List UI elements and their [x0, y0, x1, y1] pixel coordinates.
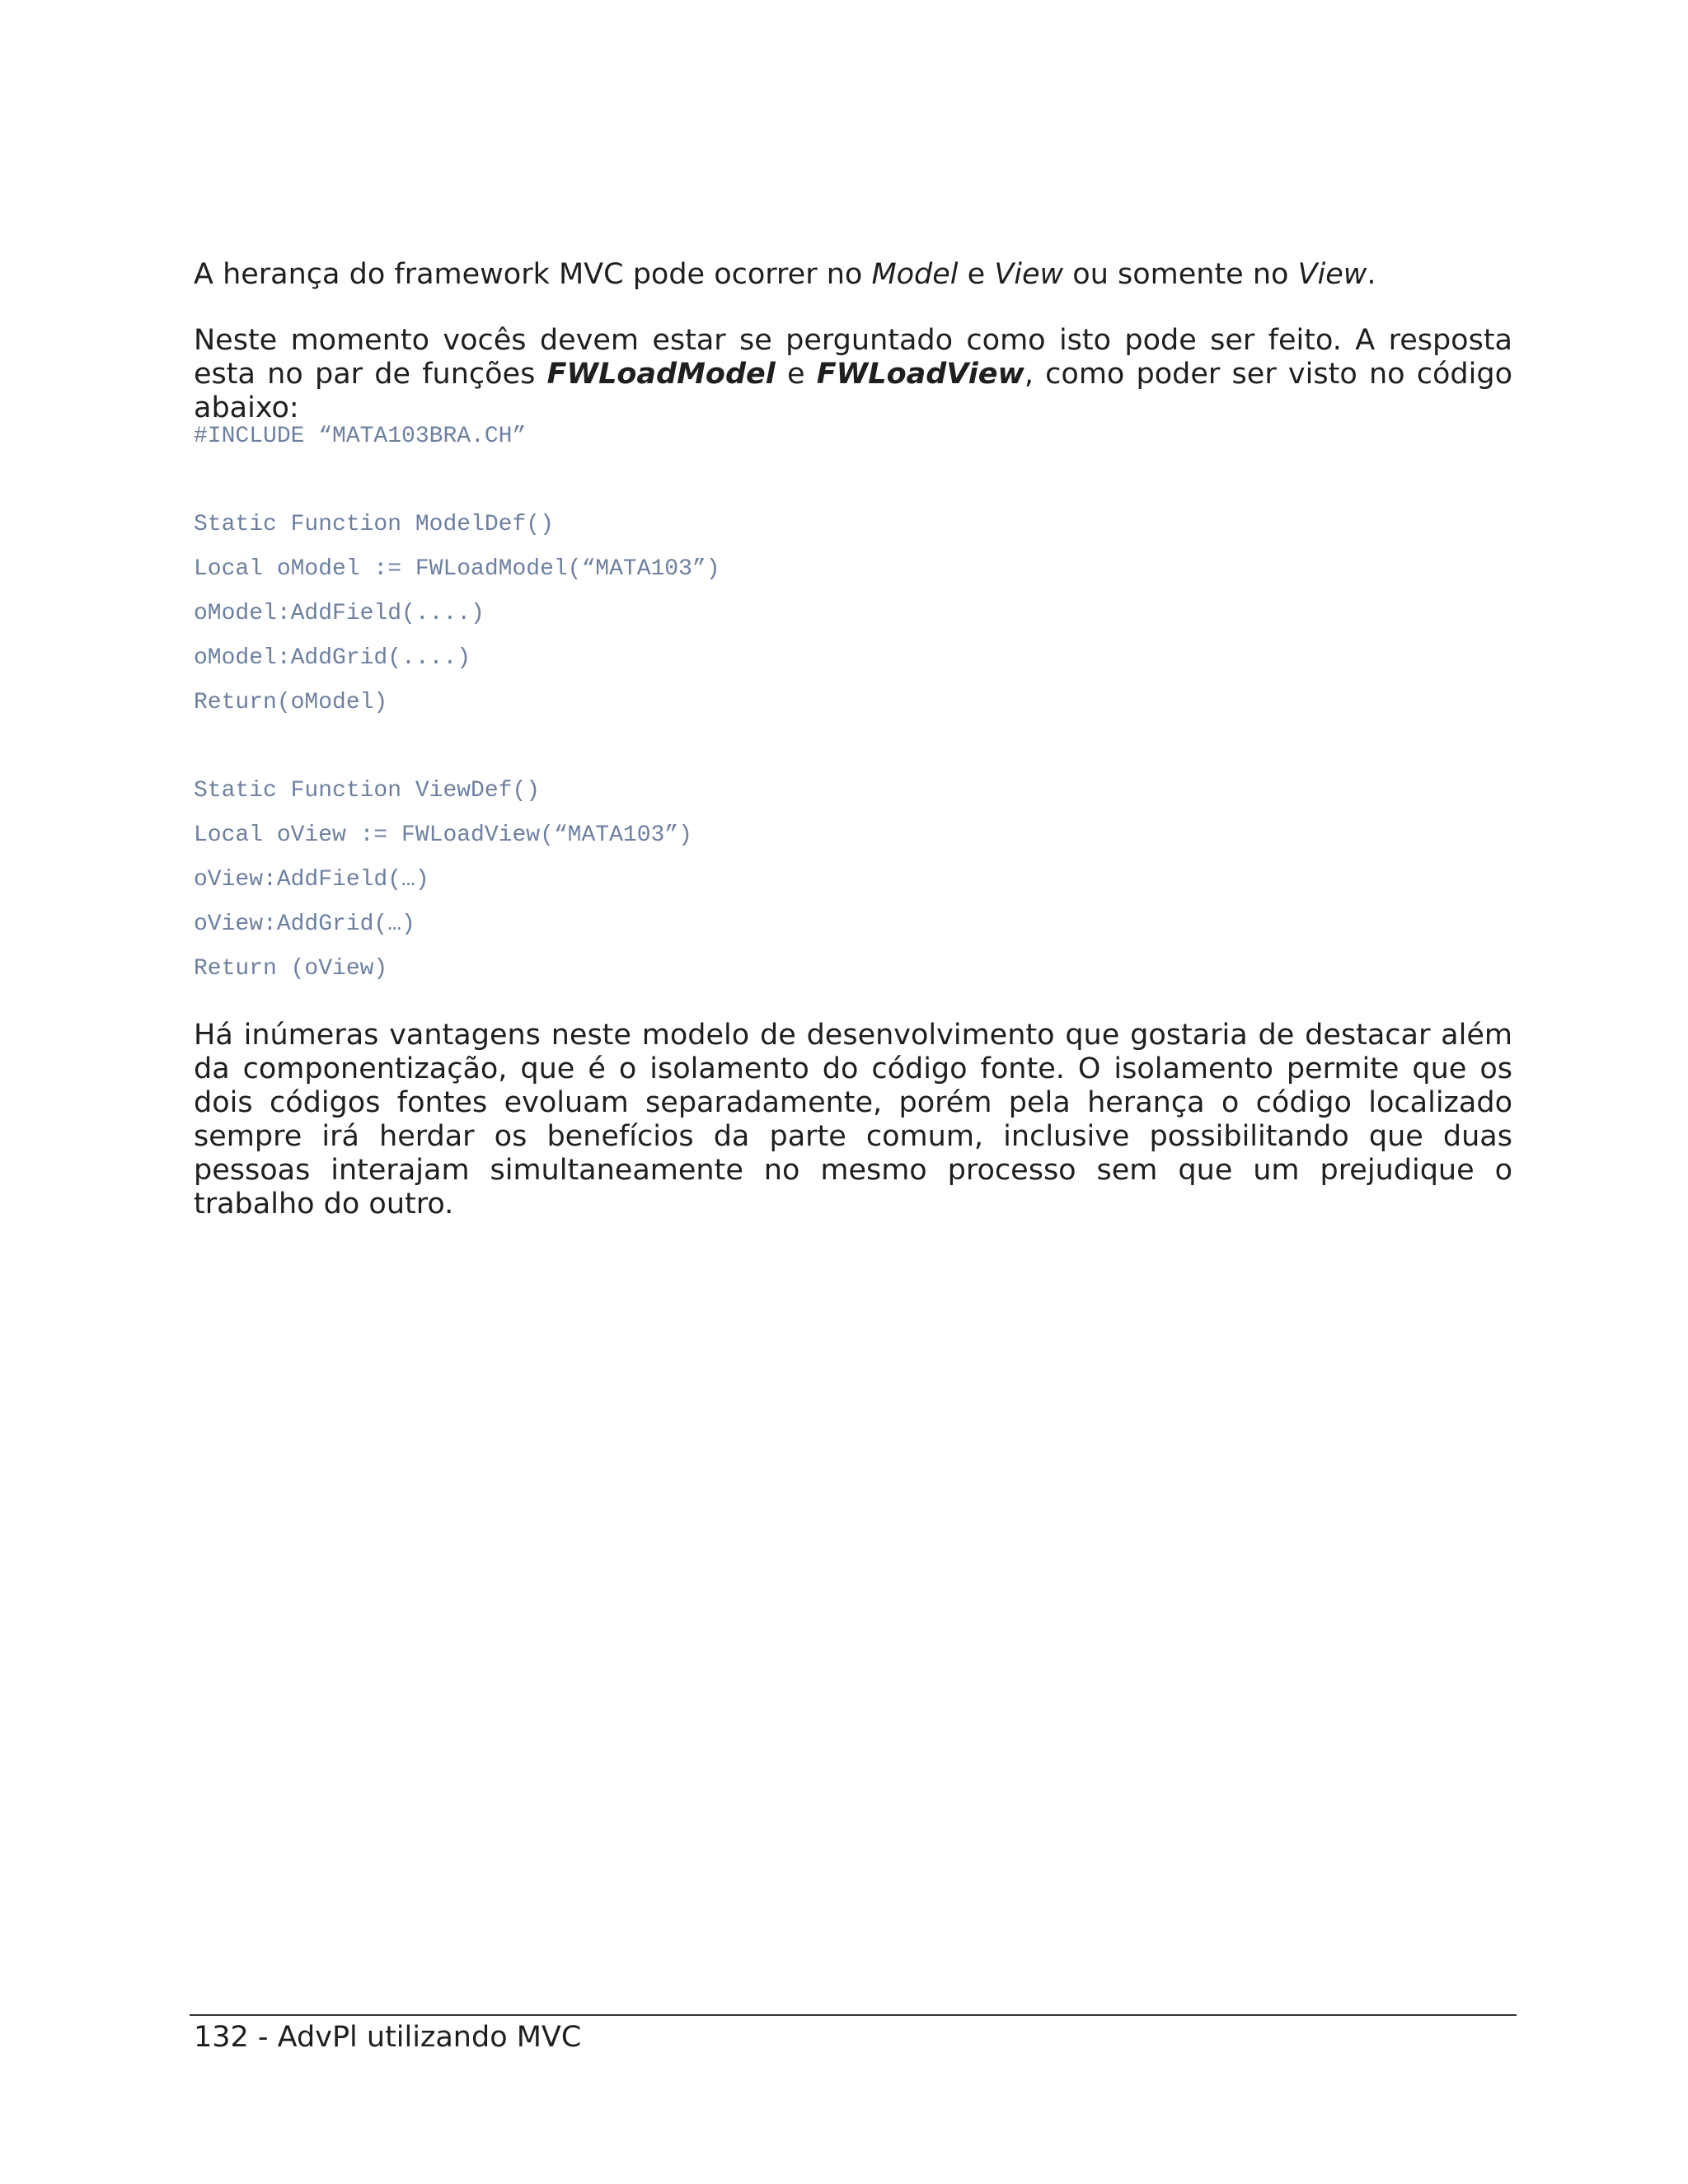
- code-view-line-5: Return (oView): [194, 956, 388, 982]
- code-model-line-2: Local oModel := FWLoadModel(“MATA103”): [194, 556, 720, 582]
- code-model-line-4: oModel:AddGrid(....): [194, 645, 471, 671]
- paragraph-functions-text-1: Neste momento vocês devem estar se perguntado como isto pode ser feito. A resposta esta no par de funções: [194, 324, 1512, 391]
- code-view-line-4: oView:AddGrid(…): [194, 912, 415, 937]
- code-model-line-1: Static Function ModelDef(): [194, 512, 554, 537]
- function-fwloadmodel: FWLoadModel: [546, 358, 776, 391]
- paragraph-inheritance-text-1: A herança do framework MVC pode ocorrer no: [194, 258, 872, 291]
- footer-divider: [190, 2014, 1517, 2016]
- page-footer: 132 - AdvPl utilizando MVC: [194, 2021, 582, 2054]
- code-view-line-3: oView:AddField(…): [194, 867, 429, 893]
- paragraph-inheritance: [194, 258, 1512, 292]
- code-model-line-3: oModel:AddField(....): [194, 601, 485, 626]
- term-view: View: [994, 258, 1064, 291]
- code-view-line-1: Static Function ViewDef(): [194, 778, 541, 804]
- paragraph-inheritance-text-3: ou somente no: [1063, 258, 1298, 291]
- code-include: #INCLUDE “MATA103BRA.CH”: [194, 424, 527, 449]
- function-fwloadview: FWLoadView: [816, 358, 1025, 391]
- paragraph-inheritance-text-4: .: [1367, 258, 1376, 291]
- paragraph-functions-text-3: , como poder ser visto no código abaixo:: [194, 358, 1512, 424]
- paragraph-functions-text-2: e: [775, 358, 817, 391]
- code-view-line-2: Local oView := FWLoadView(“MATA103”): [194, 823, 692, 848]
- paragraph-functions: [194, 324, 1512, 425]
- term-view-only: View: [1297, 258, 1367, 291]
- paragraph-advantages: Há inúmeras vantagens neste modelo de desenvolvimento que gostaria de destacar além da componentização, que é o isolamento do código fonte. O isolamento permite que os dois códigos fontes evoluam separadamente, porém pela herança o código localizado sempre irá herdar os benefícios da parte comum, inclusive possibilitando que duas pessoas interajam simultaneamente no mesmo processo sem que um prejudique o trabalho do outro.: [194, 1019, 1512, 1221]
- paragraph-inheritance-text-2: e: [958, 258, 995, 291]
- term-model: Model: [871, 258, 959, 291]
- code-model-line-5: Return(oModel): [194, 690, 388, 715]
